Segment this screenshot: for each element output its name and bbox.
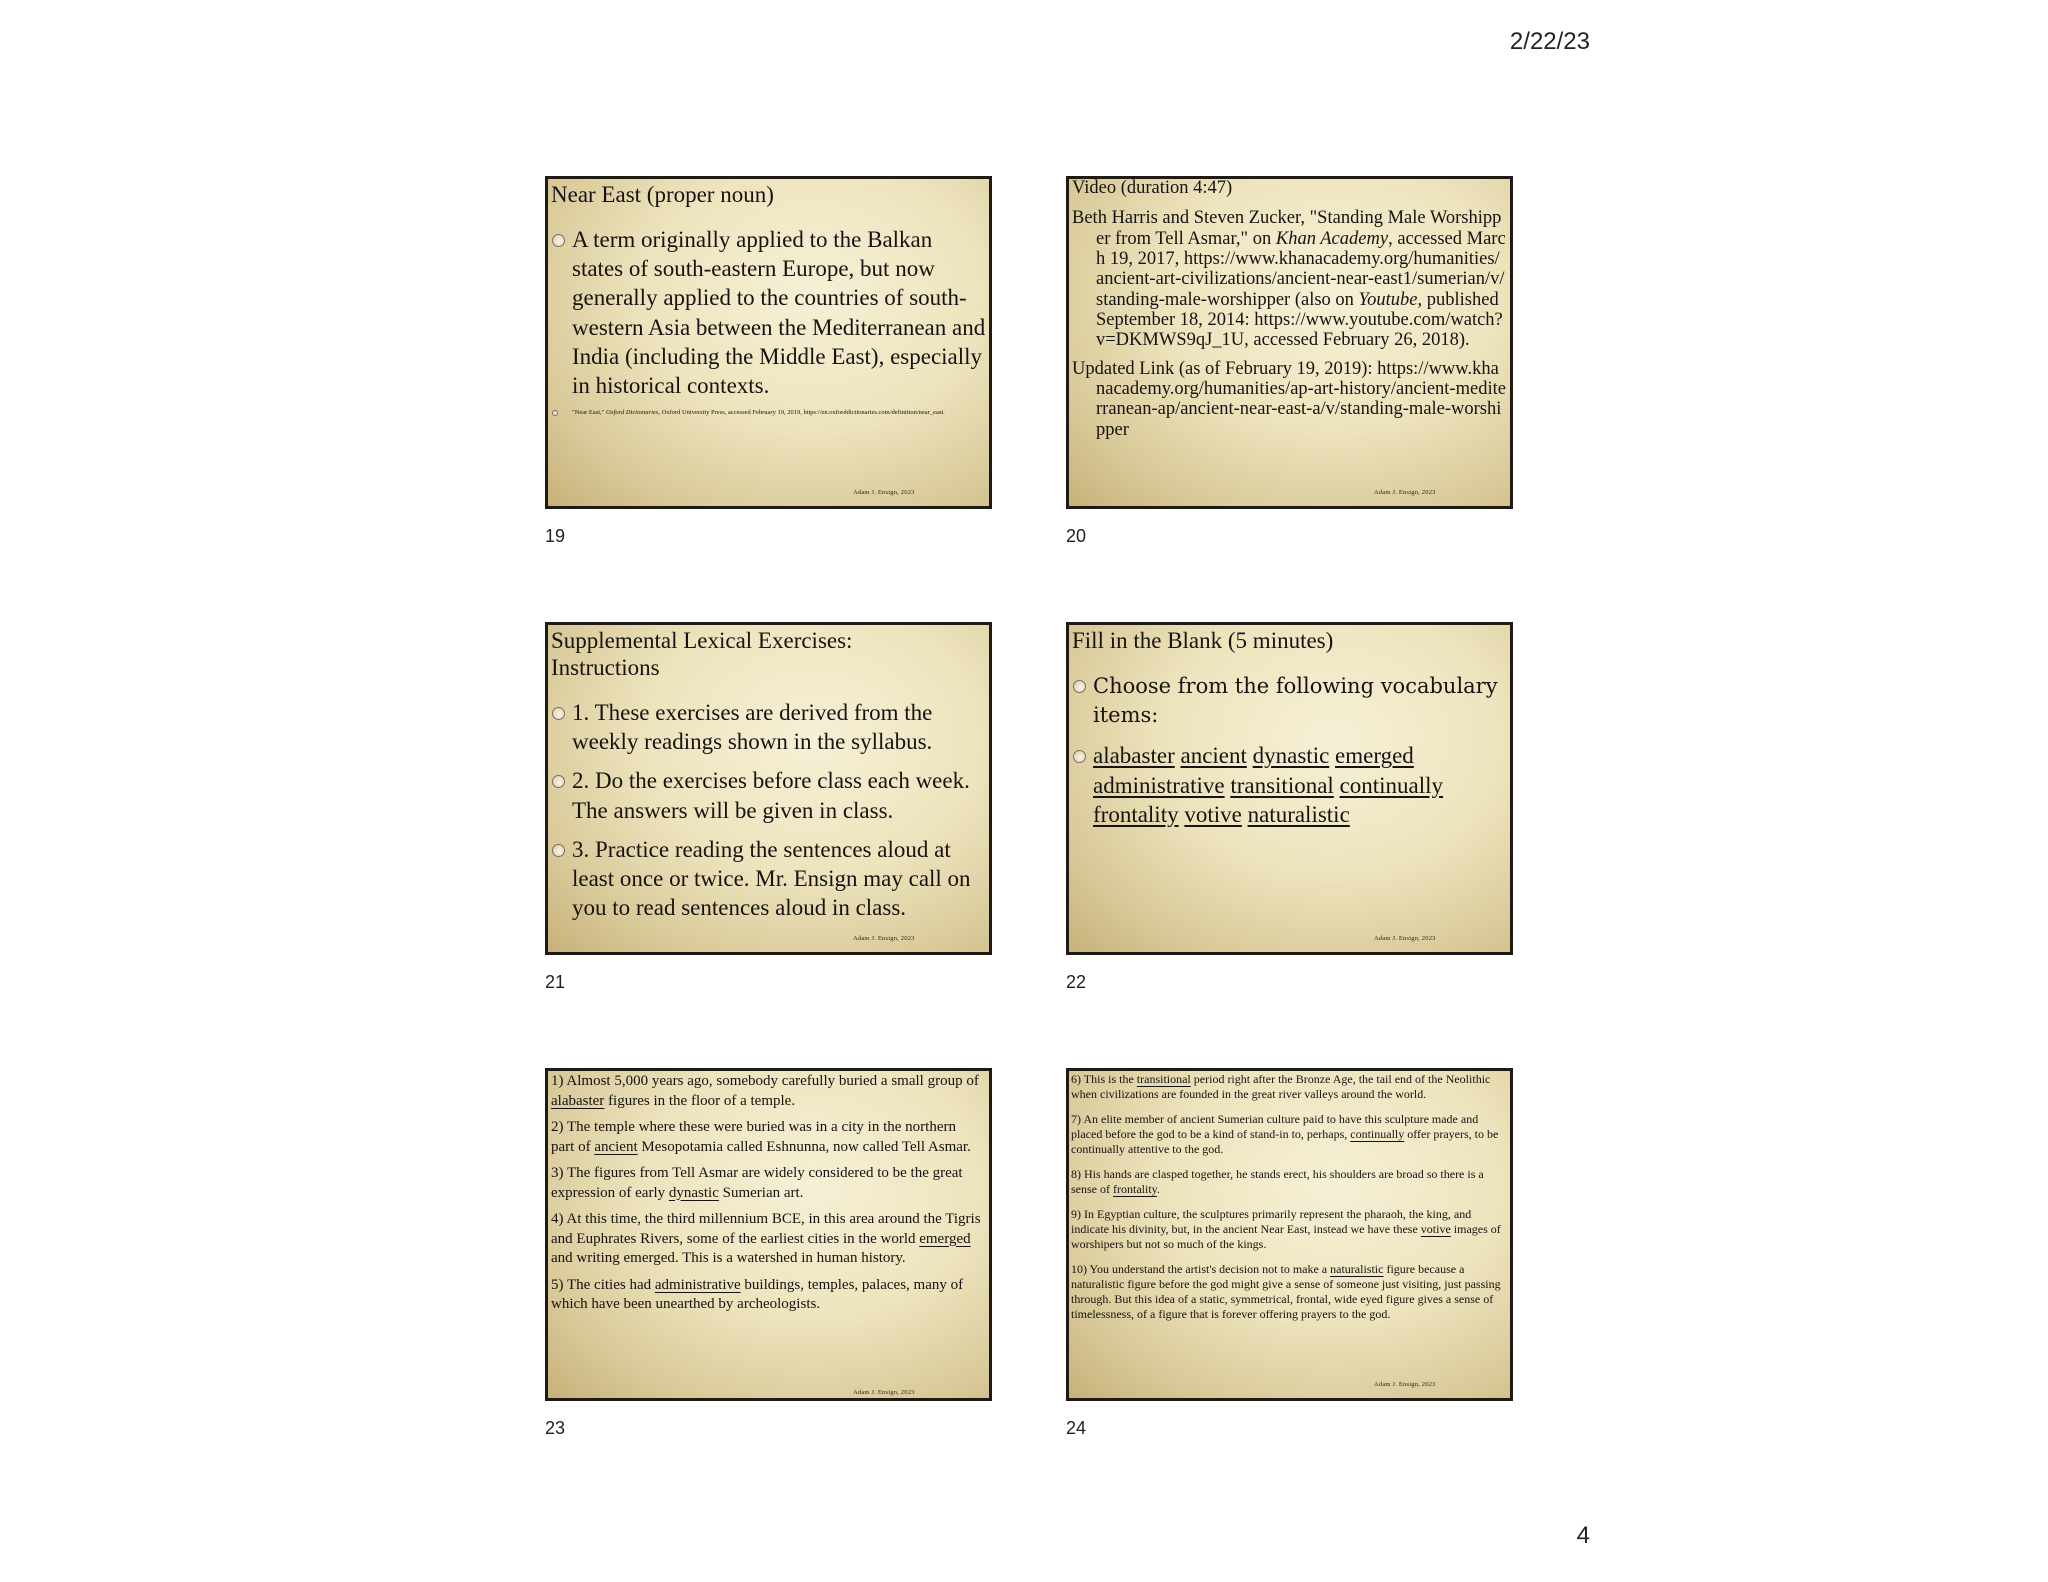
vocab-word: continually [1339, 772, 1444, 798]
answer-word: ancient [594, 1138, 638, 1155]
bullet-text: 3. Practice reading the sentences aloud at least once or twice. Mr. Ensign may call on you to read sentences aloud in class. [572, 836, 971, 921]
slide-footer: Adam J. Ensign, 2023 [853, 489, 915, 496]
citation-source: Oxford Dictionaries [606, 409, 659, 417]
answer-word: alabaster [551, 1092, 605, 1109]
answer-word: emerged [919, 1230, 971, 1247]
exercise-sentence: 2) The temple where these were buried was in a city in the northern part of ancient Mesopotamia called Eshnunna, now called Tell Asmar. [551, 1119, 971, 1155]
citation-source: Youtube [1358, 289, 1418, 310]
exercise-sentence: 1) Almost 5,000 years ago, somebody carefully buried a small group of alabaster figures in the floor of a temple. [551, 1073, 979, 1109]
bullet-circle-icon [552, 775, 565, 788]
vocab-word: dynastic [1252, 743, 1330, 769]
exercise-sentence: 7) An elite member of ancient Sumerian culture paid to have this sculpture made and placed before the god to be a kind of stand-in to, perhaps, continually offer prayers, to be continually attentive to the god. [1071, 1112, 1499, 1156]
vocab-word: votive [1184, 801, 1242, 827]
slide-24 [1066, 1068, 1513, 1401]
exercise-sentence: 8) His hands are clasped together, he stands erect, his shoulders are broad so there is a sense of frontality. [1071, 1167, 1484, 1196]
bullet-circle-icon [552, 707, 565, 720]
vocab-word: frontality [1093, 801, 1179, 827]
answer-word: continually [1350, 1127, 1405, 1141]
slide-23 [545, 1068, 992, 1401]
bullet-text: A term originally applied to the Balkan states of south-eastern Europe, but now generally applied to the countries of south-western Asia between the Mediterranean and India (including the Middle East), especially in historical contexts. [572, 227, 986, 399]
exercise-sentence: 3) The figures from Tell Asmar are widely considered to be the great expression of early dynastic Sumerian art. [551, 1165, 963, 1201]
citation-item [551, 408, 987, 418]
slide-footer: Adam J. Ensign, 2023 [1374, 1381, 1436, 1388]
bullet-circle-icon [1073, 750, 1086, 763]
slide-20 [1066, 176, 1513, 509]
slide-21 [545, 622, 992, 955]
vocab-word: naturalistic [1247, 801, 1350, 827]
video-citation [1072, 208, 1506, 350]
bullet-item [551, 698, 987, 756]
bullet-text: Choose from the following vocabulary items: [1093, 674, 1498, 728]
bullet-item [1072, 671, 1508, 729]
answer-word: dynastic [668, 1184, 719, 1201]
bullet-circle-icon [552, 410, 558, 416]
slide-number-22: 22 [1066, 972, 1087, 992]
bullet-text: 2. Do the exercises before class each week. The answers will be given in class. [572, 768, 970, 823]
answer-word: votive [1420, 1222, 1451, 1236]
slide-number-20: 20 [1066, 526, 1087, 546]
slide-number-21: 21 [545, 972, 566, 992]
exercise-sentence: 5) The cities had administrative buildings, temples, palaces, many of which have been unearthed by archeologists. [551, 1276, 964, 1312]
citation-text: , published September 18, 2014: https://www.youtube.com/watch?v=DKMWS9qJ_1U, accessed February 26, 2018). [1096, 289, 1503, 351]
slide-title: Video (duration 4:47) [1072, 178, 1233, 198]
slide-title: Supplemental Lexical Exercises: Instructions [551, 628, 853, 681]
page-number: 4 [1576, 1522, 1590, 1549]
slide-22 [1066, 622, 1513, 955]
slide-number-19: 19 [545, 526, 566, 546]
citation-text: Beth Harris and Steven Zucker, "Standing Male Worshipper from Tell Asmar," on [1072, 208, 1502, 249]
bullet-circle-icon [552, 844, 565, 857]
citation-text-a: "Near East," [572, 409, 605, 417]
bullet-item [551, 766, 987, 824]
answer-word: naturalistic [1330, 1262, 1384, 1276]
slide-number-24: 24 [1066, 1418, 1087, 1438]
bullet-circle-icon [1073, 680, 1086, 693]
answer-word: administrative [654, 1276, 741, 1293]
bullet-item [551, 835, 987, 923]
vocabulary-list [1072, 741, 1508, 829]
slide-title: Near East (proper noun) [551, 182, 774, 207]
vocab-word: emerged [1335, 743, 1414, 769]
vocab-word: administrative [1093, 772, 1225, 798]
vocab-word: transitional [1230, 772, 1334, 798]
exercise-sentence: 4) At this time, the third millennium BCE, in this area around the Tigris and Euphrates Rivers, some of the earliest cities in the world emerged and writing emerged. This is a watershed in human history. [551, 1211, 981, 1266]
citation-text: , accessed March 19, 2017, https://www.khanacademy.org/humanities/ancient-art-civilizations/ancient-near-east1/sumerian/v/standing-male-worshipper (also on [1096, 228, 1506, 310]
slide-footer: Adam J. Ensign, 2023 [1374, 935, 1436, 942]
slide-title: Fill in the Blank (5 minutes) [1072, 628, 1334, 653]
answer-word: frontality [1113, 1182, 1157, 1196]
page-date: 2/22/23 [1509, 28, 1590, 55]
vocab-word: ancient [1180, 743, 1247, 769]
answer-word: transitional [1136, 1072, 1191, 1086]
bullet-circle-icon [552, 234, 565, 247]
updated-link: Updated Link (as of February 19, 2019): https://www.khanacademy.org/humanities/ap-art-history/ancient-mediterranean-ap/ancient-near-east-a/v/standing-male-worshipper [1072, 358, 1506, 440]
slide-number-23: 23 [545, 1418, 566, 1438]
bullet-text: 1. These exercises are derived from the weekly readings shown in the syllabus. [572, 700, 933, 755]
citation-source: Khan Academy [1275, 228, 1389, 249]
slide-footer: Adam J. Ensign, 2023 [853, 1389, 915, 1396]
slide-footer: Adam J. Ensign, 2023 [853, 935, 915, 942]
bullet-item [551, 225, 987, 400]
exercise-sentence: 10) You understand the artist's decision not to make a naturalistic figure because a naturalistic figure before the god might give a sense of someone just visiting, just passing through. But this idea of a static, symmetrical, frontal, wide eyed figure gives a sense of timelessness, of a figure that is forever offering prayers to the god. [1071, 1262, 1501, 1321]
citation-text-c: , Oxford University Press, accessed February 19, 2019, https://en.oxforddictionaries.com/definition/near_east. [658, 409, 945, 417]
exercise-sentence: 6) This is the transitional period right after the Bronze Age, the tail end of the Neolithic when civilizations are founded in the great river valleys around the world. [1071, 1072, 1491, 1101]
slide-footer: Adam J. Ensign, 2023 [1374, 489, 1436, 496]
slide-19 [545, 176, 992, 509]
vocab-word: alabaster [1093, 743, 1175, 769]
exercise-sentence: 9) In Egyptian culture, the sculptures primarily represent the pharaoh, the king, and indicate his divinity, but, in the ancient Near East, instead we have these votive images of worshipers but not so much of the kings. [1071, 1207, 1501, 1251]
